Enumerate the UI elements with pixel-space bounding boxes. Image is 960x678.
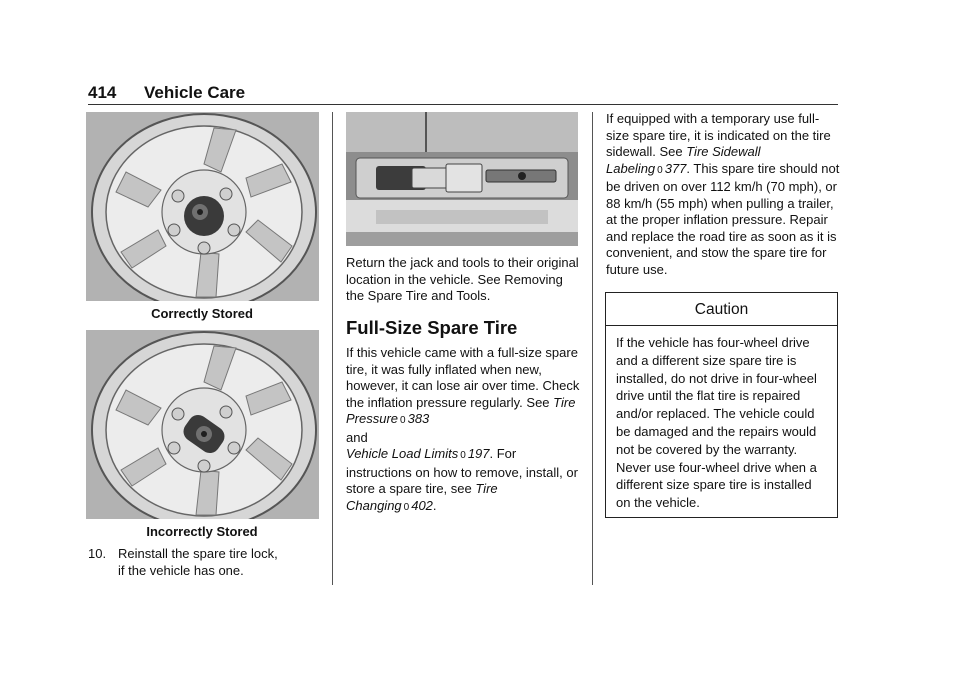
para1-text: Return the jack and tools to their original location in the vehicle. See (346, 255, 579, 287)
ref-page-383[interactable]: 383 (407, 411, 430, 426)
header-rule (88, 104, 838, 105)
col3-text-a: If equipped with a temporary use full-size spare tire, it is indicated on the tire sidewall. See (606, 111, 831, 159)
step-line-1: Reinstall the spare tire lock, (118, 546, 278, 561)
temporary-spare-paragraph (606, 111, 840, 278)
link-tire-changing[interactable]: Tire Changing (346, 481, 498, 513)
xref-arrow-icon: 0 (657, 164, 663, 176)
caution-text: If the vehicle has four-wheel drive and a different size spare tire is installed, do not drive in four-wheel drive until the flat tire is repaired and/or replaced. The vehicle could be damaged and the repairs would not be covered by the warranty. Never use four-wheel drive when a different size spare tire is installed on the vehicle. (616, 335, 817, 511)
page-number: 414 (88, 83, 117, 102)
column-3 (606, 111, 840, 278)
section-heading: Full-Size Spare Tire (346, 316, 518, 338)
para2-end: . (432, 497, 437, 513)
jack-tools-image (346, 112, 578, 246)
step-line-2: if the vehicle has one. (118, 562, 244, 578)
para2-text-b: . For instructions on how to remove, install, or store a spare tire, see (346, 446, 578, 496)
column-divider-2 (592, 112, 593, 585)
col3-text-b: . This spare tire should not be driven on over 112 km/h (70 mph), or 88 km/h (55 mph) when pulling a trailer, at the proper inflation pressure. Repair and replace the road tire as soon as it is convenient, and stow the spare tire for future use. (606, 160, 840, 277)
ref-page-197[interactable]: 197 (467, 446, 490, 461)
column-2 (346, 255, 582, 516)
link-tire-sidewall-labeling[interactable]: Tire Sidewall Labeling (606, 144, 761, 176)
xref-arrow-icon: 0 (460, 450, 466, 461)
ref-page-377[interactable]: 377 (664, 160, 687, 176)
para2-text: If this vehicle came with a full-size spare tire, it was fully inflated when new, however, it can lose air over time. Check the inflation pressure regularly. See (346, 345, 580, 410)
link-removing-spare-tire[interactable]: Removing the Spare Tire and Tools (346, 271, 563, 303)
xref-arrow-icon: 0 (400, 415, 406, 426)
caution-box (605, 292, 838, 518)
link-tire-pressure[interactable]: Tire Pressure (346, 394, 576, 426)
return-tools-paragraph (346, 255, 582, 305)
wheel-incorrectly-stored-image (86, 330, 319, 519)
and-text: and (346, 429, 368, 445)
wheel2-caption: Incorrectly Stored (146, 524, 258, 539)
section-title: Vehicle Care (144, 83, 246, 102)
column-divider-1 (332, 112, 333, 585)
ref-page-402[interactable]: 402 (411, 497, 433, 513)
caution-title: Caution (606, 293, 837, 326)
step-number: 10. (88, 546, 107, 561)
wheel1-caption: Correctly Stored (151, 306, 253, 321)
xref-arrow-icon: 0 (403, 501, 410, 513)
page-header (88, 83, 245, 103)
full-size-spare-paragraph (346, 345, 582, 516)
para1-end: . (486, 288, 491, 303)
link-vehicle-load-limits[interactable]: Vehicle Load Limits (346, 446, 459, 461)
step-10 (88, 546, 324, 579)
wheel-correctly-stored-image (86, 112, 319, 301)
